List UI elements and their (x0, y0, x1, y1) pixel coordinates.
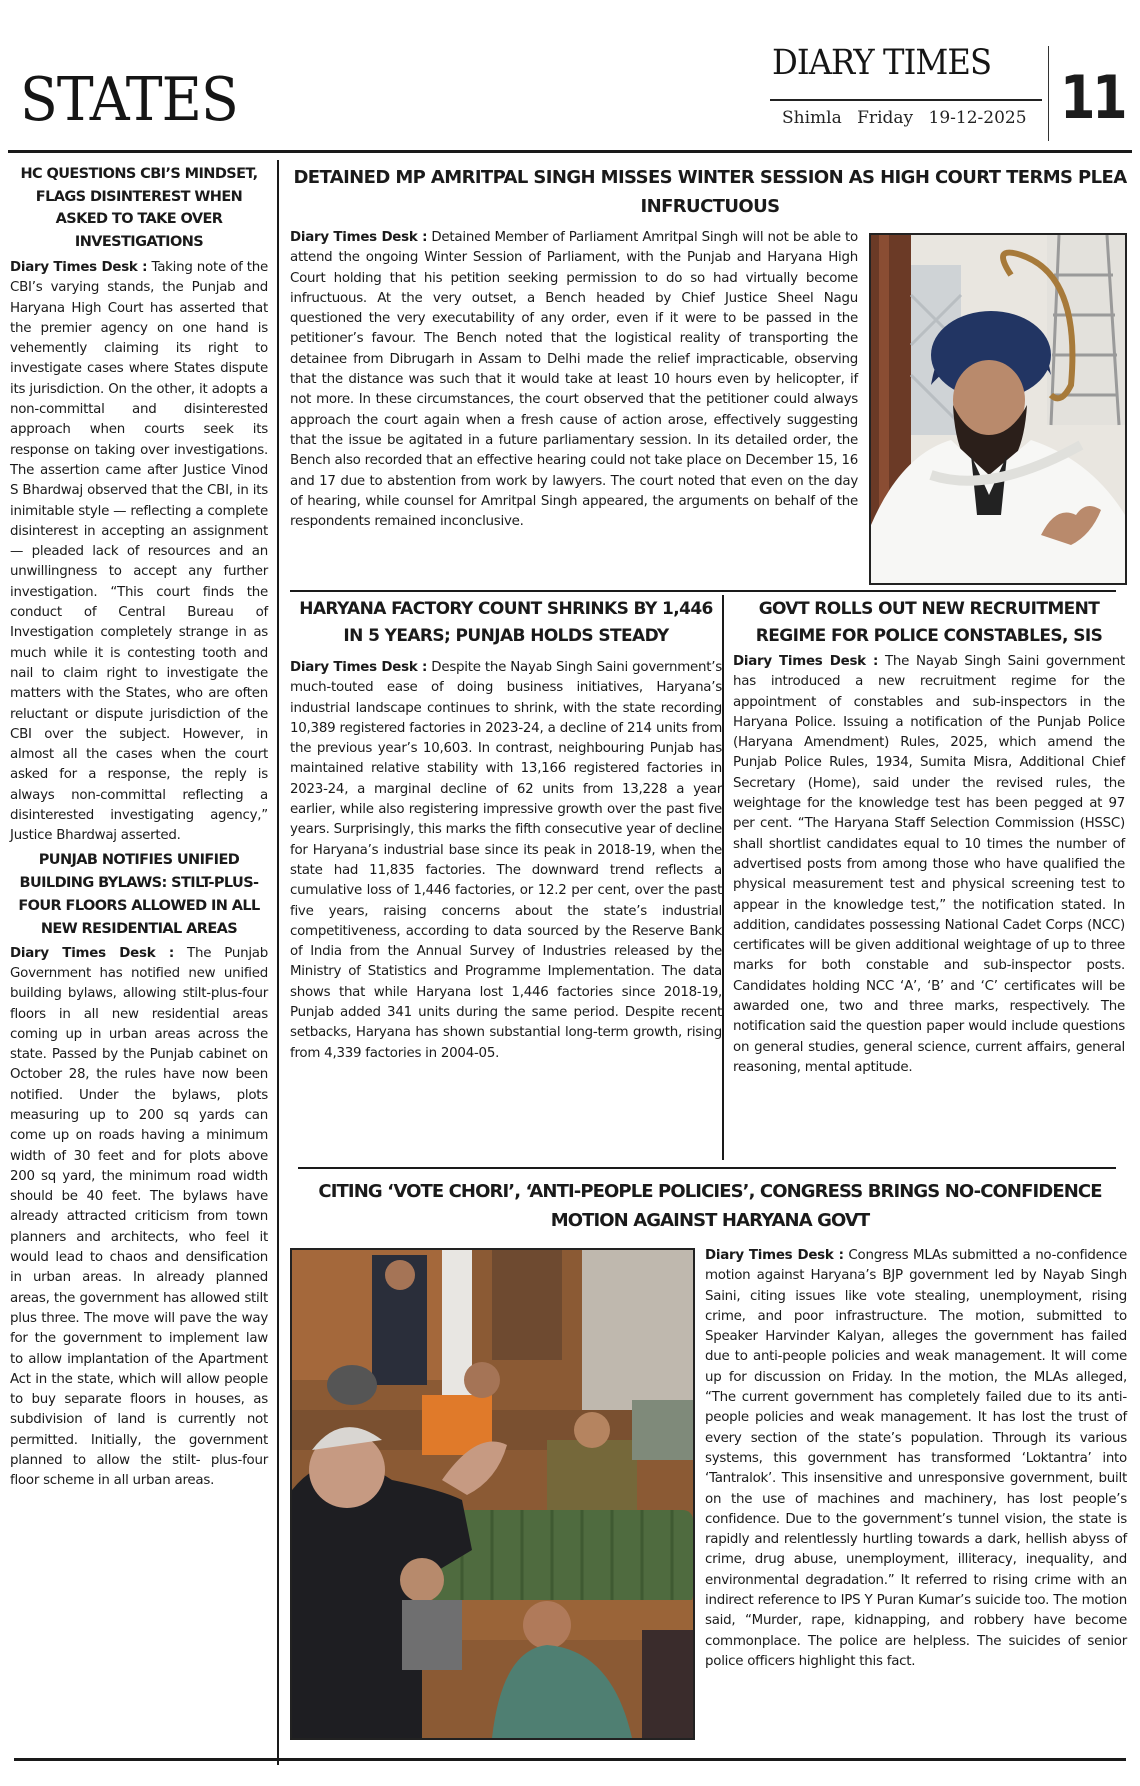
newspaper-brand: DIARY TIMES (772, 43, 992, 83)
byline: Diary Times Desk : (733, 654, 879, 669)
portrait-image-icon (871, 235, 1125, 583)
article-cbi (10, 163, 268, 847)
article-text: Taking note of the CBI’s varying stands, the Punjab and Haryana High Court has asserted that the premier agency on one hand is vehemently claiming its right to investigate cases where States dispute its jurisdiction. On the other, it adopts a non-committal and disinterested approach when courts seek its response on taking over investigations. The assertion came after Justice Vinod S Bhardwaj observed that the CBI, in its inimitable style — reflecting a complete disinterest in accepting an assignment — pleaded lack of resources and an unwillingness to accept any further investigation. “This court finds the conduct of Central Bureau of Investigation completely strange in as much while it is contesting tooth and nail to claim right to investigate the matters with the States, who are often reluctant or dispute jurisdiction of the CBI over the subject. However, in almost all the cases when the court asked for a response, the reply is always non-committal reflecting a disinterested investigating agency,” Justice Bhardwaj asserted. (10, 260, 268, 844)
article-body (705, 1246, 1127, 1672)
page-bottom-rule (14, 1758, 1126, 1761)
article-body (10, 944, 268, 1492)
article-body (290, 228, 858, 532)
article-body (733, 652, 1125, 1078)
byline: Diary Times Desk : (705, 1248, 844, 1263)
article-police (733, 596, 1125, 1078)
masthead (0, 0, 1140, 155)
assembly-image-icon (292, 1250, 693, 1738)
brand-underline (770, 99, 1042, 101)
dateline-date: 19-12-2025 (928, 108, 1027, 128)
masthead-divider (1048, 46, 1049, 141)
article-headline: HARYANA FACTORY COUNT SHRINKS BY 1,446 IN 5 YEARS; PUNJAB HOLDS STEADY (299, 599, 713, 646)
article-headline: PUNJAB NOTIFIES UNIFIED BUILDING BYLAWS: STILT-PLUS-FOUR FLOORS ALLOWED IN ALL NEW RESIDENTIAL AREAS (18, 851, 260, 937)
assembly-photo (290, 1248, 695, 1740)
article-text: Detained Member of Parliament Amritpal Singh will not be able to attend the ongoing Winter Session of Parliament, with the Punjab and Haryana High Court holding that his petition seeking permission to do so had virtually become infructuous. At the very outset, a Bench headed by Chief Justice Sheel Nagu questioned the very executability of any order, even if it were to be passed in the petitioner’s favour. The Bench noted that the logistical reality of transporting the detainee from Dibrugarh in Assam to Delhi made the relief impracticable, observing that the distance was such that it would take at least 10 hours even by helicopter, if not more. In these circumstances, the court observed that the petitioner could always approach the court again when a fresh cause of action arose, effectively suggesting that the issue be agitated in a future parliamentary session. In its detailed order, the Bench also recorded that an effective hearing could not take place on December 15, 16 and 17 due to abstention from work by lawyers. The court noted that even on the day of hearing, while counsel for Amritpal Singh appeared, the arguments on behalf of the respondents remained inconclusive. (290, 230, 859, 530)
byline: Diary Times Desk : (10, 945, 174, 961)
left-column (10, 163, 268, 1492)
article-body (290, 658, 722, 1064)
dateline-day: Friday (857, 108, 914, 128)
masthead-rule (8, 150, 1132, 153)
column-divider (277, 160, 279, 1765)
article-headline: GOVT ROLLS OUT NEW RECRUITMENT REGIME FOR POLICE CONSTABLES, SIS (755, 599, 1103, 646)
article-text: Congress MLAs submitted a no-confidence motion against Haryana’s BJP government led by Nayab Singh Saini, citing issues like vote stealing, unemployment, rising crime, and poor infrastructure. The motion, submitted to Speaker Harvinder Kalyan, alleges the government has failed due to anti-people policies and weak management. It will come up for discussion on Friday. In the motion, the MLAs alleged, “The current government has completely failed due to its anti-people policies and weak management. It has lost the trust of every section of the state’s population. Through its various systems, this government has transformed ‘Loktantra’ into ‘Tantralok’. This insensitive and unresponsive government, built on the use of machines and machinery, has lost people’s confidence. Due to the government’s tunnel vision, the state is rapidly and relentlessly hurtling towards a dark, hellish abyss of crime, drug abuse, unemployment, illiteracy, inequality, and environmental degradation.” It referred to rising crime with an indirect reference to IPS Y Puran Kumar’s suicide too. The motion said, “Murder, rape, kidnapping, and robbery have become commonplace. The police are helpless. The suicides of senior police officers highlight this fact. (705, 1248, 1128, 1669)
column-divider (722, 595, 724, 1160)
article-bylaws (10, 849, 268, 1492)
section-rule (298, 1167, 1116, 1169)
article-text: The Nayab Singh Saini government has introduced a new recruitment regime for the appointment of constables and sub-inspectors in the Haryana Police. Issuing a notification of the Punjab Police (Haryana Amendment) Rules, 2025, which amend the Punjab Police Rules, 1934, Sumita Misra, Additional Chief Secretary (Home), said under the revised rules, the weightage for the knowledge test has been pegged at 97 per cent. “The Haryana Staff Selection Commission (HSSC) shall shortlist candidates equal to 10 times the number of advertised posts from among those who have qualified the physical measurement test and physical screening test to appear in the knowledge test,” the notification stated. In addition, candidates possessing National Cadet Corps (NCC) certificates will be given additional weightage of up to three marks for both constable and sub-inspector posts. Candidates holding NCC ‘A’, ‘B’ and ‘C’ certificates will be awarded one, two and three marks, respectively. The notification said the question paper would include questions on general studies, general science, current affairs, general reasoning, mental aptitude. (733, 654, 1125, 1075)
article-headline: CITING ‘VOTE CHORI’, ‘ANTI-PEOPLE POLICIES’, CONGRESS BRINGS NO-CONFIDENCE MOTION AGAINST HARYANA GOVT (318, 1181, 1102, 1231)
article-headline: HC QUESTIONS CBI’S MINDSET, FLAGS DISINTEREST WHEN ASKED TO TAKE OVER INVESTIGATIONS (20, 166, 258, 250)
dateline-city: Shimla (782, 108, 842, 128)
byline: Diary Times Desk : (290, 230, 428, 245)
byline: Diary Times Desk : (290, 660, 428, 675)
article-text: The Punjab Government has notified new unified building bylaws, allowing stilt-plus-four floors in all new residential areas coming up in urban areas across the state. Passed by the Punjab cabinet on October 28, the rules have now been notified. Under the bylaws, plots measuring up to 200 sq yards can come up on roads having a minimum width of 30 feet and for plots above 200 sq yard, the minimum road width should be 40 feet. The bylaws have already attracted criticism from town planners and architects, who feel it would lead to chaos and densification in urban areas. In already planned areas, the government has allowed stilt plus three. The move will pave the way for the government to implement law to allow implantation of the Apartment Act in the state, which will allow people to buy separate floors in houses, as subdivision of land is currently not permitted. Initially, the government planned to allow the stilt- plus-four floor scheme in all urban areas. (10, 945, 269, 1489)
byline: Diary Times Desk : (10, 260, 148, 275)
section-rule (290, 590, 1116, 592)
article-factory (290, 596, 722, 1064)
article-text: Despite the Nayab Singh Saini government’s much-touted ease of doing business initiatives, Haryana’s industrial landscape continues to shrink, with the state recording 10,389 registered factories in 2023-24, a decline of 214 units from the previous year’s 10,603. In contrast, neighbouring Punjab has maintained relative stability with 13,166 registered factories in 2023-24, a marginal decline of 62 units from 13,228 a year earlier, while also registering impressive growth over the past five years. Surprisingly, this marks the fifth consecutive year of decline for Haryana’s industrial base since its peak in 2018-19, when the state had 11,835 factories. The downward trend reflects a cumulative loss of 1,446 factories, or 12.2 per cent, over the past five years, raising concerns about the state’s industrial competitiveness, according to data sourced by the Reserve Bank of India from the Annual Survey of Industries released by the Ministry of Statistics and Programme Implementation. The data shows that while Haryana lost 1,446 factories since 2018-19, Punjab added 341 units during the same period. Despite recent setbacks, Haryana has shown substantial long-term growth, rising from 4,339 factories in 2004-05. (290, 660, 722, 1061)
article-body (10, 258, 268, 847)
section-title: STATES (20, 65, 238, 135)
dateline (782, 108, 1037, 128)
amritpal-photo (869, 233, 1127, 585)
article-headline: DETAINED MP AMRITPAL SINGH MISSES WINTER SESSION AS HIGH COURT TERMS PLEA INFRUCTUOUS (293, 167, 1127, 217)
page-number: 11 (1060, 63, 1125, 133)
